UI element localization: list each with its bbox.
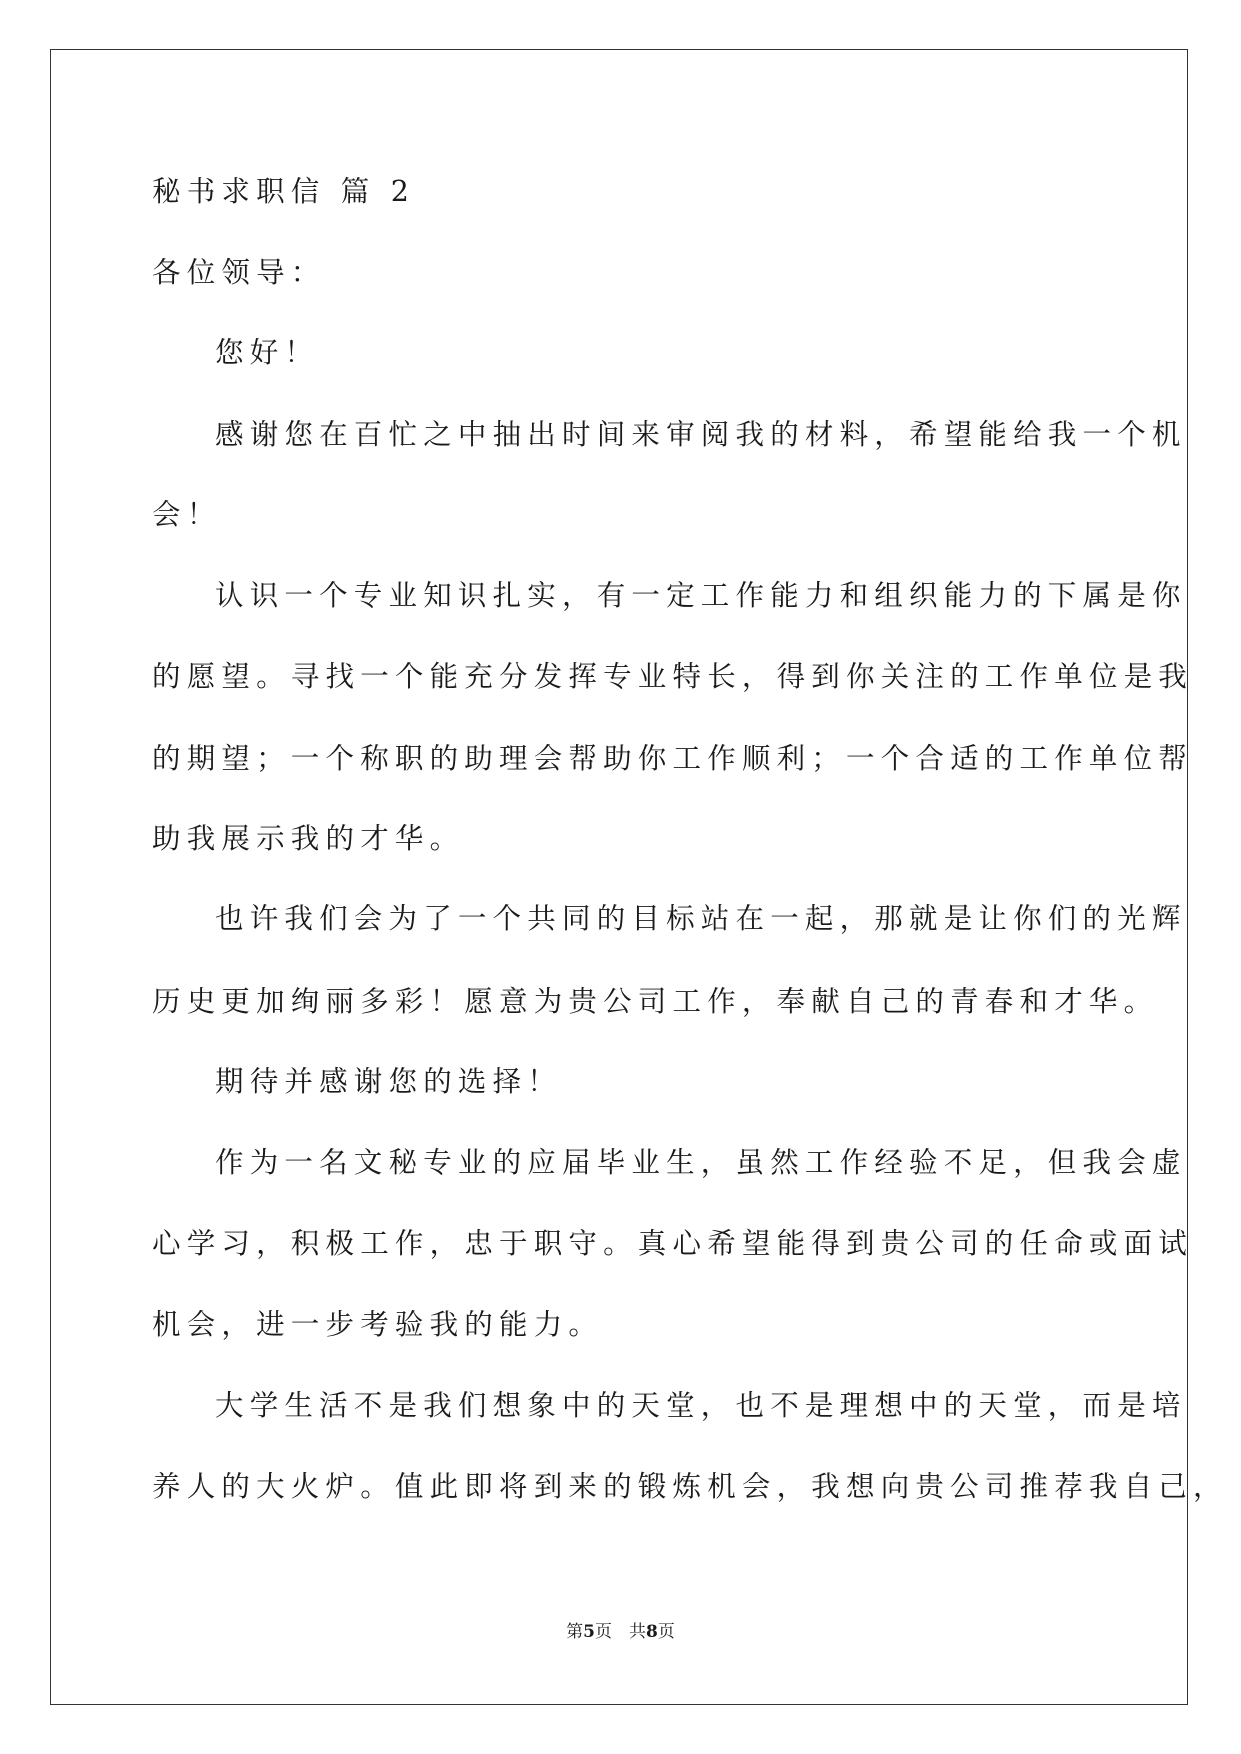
paragraph-line: 您好！ bbox=[215, 336, 320, 369]
page-mid: 页 共 bbox=[595, 1622, 646, 1642]
paragraph-line: 也许我们会为了一个共同的目标站在一起，那就是让你们的光辉 bbox=[215, 902, 1187, 935]
page-number-footer bbox=[0, 1617, 1241, 1642]
paragraph-line: 认识一个专业知识扎实，有一定工作能力和组织能力的下属是你 bbox=[215, 579, 1187, 612]
paragraph-line: 养人的大火炉。值此即将到来的锻炼机会，我想向贵公司推荐我自己， bbox=[152, 1470, 1228, 1503]
page-frame bbox=[50, 49, 1188, 1705]
page-current: 5 bbox=[583, 1622, 595, 1642]
paragraph-line: 心学习，积极工作，忠于职守。真心希望能得到贵公司的任命或面试 bbox=[152, 1227, 1194, 1260]
paragraph-line: 历史更加绚丽多彩！愿意为贵公司工作，奉献自己的青春和才华。 bbox=[152, 985, 1159, 1018]
salutation: 各位领导： bbox=[152, 256, 326, 289]
paragraph-line: 期待并感谢您的选择！ bbox=[215, 1065, 563, 1098]
paragraph-line: 作为一名文秘专业的应届毕业生，虽然工作经验不足，但我会虚 bbox=[215, 1146, 1187, 1179]
page-suffix: 页 bbox=[657, 1622, 675, 1642]
page-total: 8 bbox=[646, 1622, 658, 1642]
paragraph-line: 会！ bbox=[152, 498, 222, 531]
page-prefix: 第 bbox=[566, 1622, 584, 1642]
paragraph-line: 助我展示我的才华。 bbox=[152, 822, 465, 855]
paragraph-line: 的期望；一个称职的助理会帮助你工作顺利；一个合适的工作单位帮 bbox=[152, 742, 1194, 775]
paragraph-line: 的愿望。寻找一个能充分发挥专业特长，得到你关注的工作单位是我 bbox=[152, 660, 1194, 693]
document-title: 秘书求职信 篇 2 bbox=[152, 175, 416, 208]
paragraph-line: 机会，进一步考验我的能力。 bbox=[152, 1308, 604, 1341]
paragraph-line: 大学生活不是我们想象中的天堂，也不是理想中的天堂，而是培 bbox=[215, 1389, 1187, 1422]
paragraph-line: 感谢您在百忙之中抽出时间来审阅我的材料，希望能给我一个机 bbox=[215, 418, 1187, 451]
